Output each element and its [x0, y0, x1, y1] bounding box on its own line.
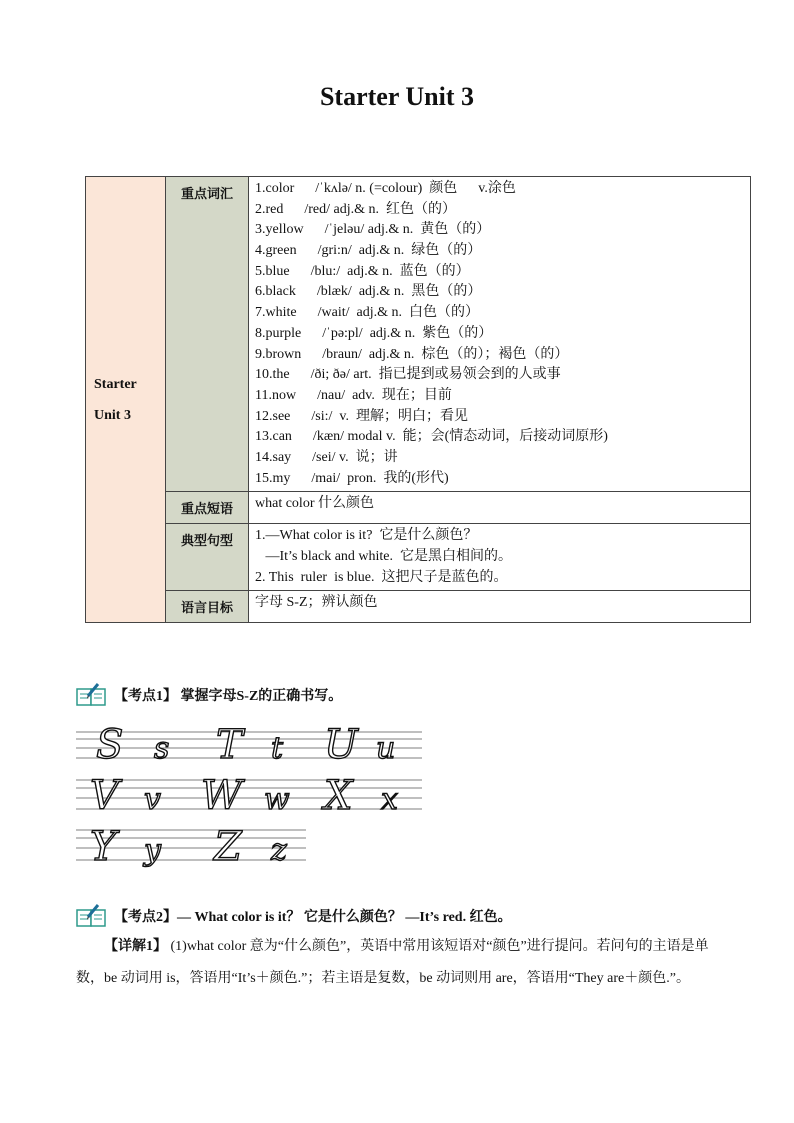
practice-letter: S [96, 726, 124, 768]
sentence-item: 2. This ruler is blue. 这把尺子是蓝色的。 [255, 569, 508, 585]
category-phrases: 重点短语 [166, 492, 249, 524]
vocab-item: 1.color /ˈkʌlə/ n. (=colour) 颜色 v.涂色 [255, 181, 516, 196]
practice-letter: U [324, 726, 358, 768]
category-vocab: 重点词汇 [166, 177, 249, 492]
vocab-item: 3.yellow /ˈjeləu/ adj.& n. 黄色（的） [255, 222, 491, 238]
phrase-text: what color 什么颜色 [255, 496, 374, 512]
detail-paragraph [76, 931, 724, 995]
kaodian-1-text: 【考点1】 掌握字母S-Z的正确书写。 [114, 689, 343, 704]
practice-letter: Y [90, 824, 117, 870]
practice-letter: z [271, 833, 287, 868]
vocab-item: 12.see /si:/ v. 理解；明白；看见 [255, 408, 468, 424]
vocab-list [255, 179, 744, 489]
kaodian-1-heading [76, 682, 342, 708]
vocab-item: 4.green /gri:n/ adj.& n. 绿色（的） [255, 243, 482, 259]
detail-label: 【详解1】 [104, 939, 167, 954]
vocab-item: 14.say /sei/ v. 说；讲 [255, 449, 398, 465]
open-book-icon [76, 903, 108, 929]
practice-letter: X [324, 773, 353, 819]
sentence-item: —It’s black and white. 它是黑白相间的。 [255, 549, 513, 565]
summary-table [85, 176, 751, 623]
vocab-item: 11.now /nau/ adv. 现在；目前 [255, 387, 452, 403]
goals-text: 字母 S-Z；辨认颜色 [255, 595, 378, 611]
practice-letter: u [376, 731, 396, 766]
unit-label-line-1: Starter [94, 376, 137, 392]
category-goals: 语言目标 [166, 591, 249, 623]
practice-letter: Z [214, 824, 242, 870]
vocab-item: 6.black /blæk/ adj.& n. 黑色（的） [255, 284, 482, 300]
practice-letter: T [216, 726, 243, 768]
practice-letter: v [144, 782, 161, 817]
letter-practice-image [76, 726, 426, 878]
sentences-cell [249, 524, 751, 591]
vocab-item: 2.red /red/ adj.& n. 红色（的） [255, 201, 457, 217]
unit-label-cell [86, 177, 166, 623]
kaodian-2-heading [76, 903, 512, 929]
page-title: Starter Unit 3 [319, 82, 475, 111]
vocab-item: 5.blue /blu:/ adj.& n. 蓝色（的） [255, 263, 470, 279]
sentence-item: 1.—What color is it? 它是什么颜色？ [255, 528, 478, 544]
vocab-item: 10.the /ði; ðə/ art. 指已提到或易领会到的人或事 [255, 367, 561, 383]
vocab-item: 7.white /wait/ adj.& n. 白色（的） [255, 305, 479, 321]
vocab-item: 13.can /kæn/ modal v. 能；会(情态动词，后接动词原形) [255, 429, 608, 445]
goals-cell [249, 591, 751, 623]
phrases-cell [249, 492, 751, 524]
practice-letter: W [201, 773, 243, 819]
category-sentences: 典型句型 [166, 524, 249, 591]
sentence-list [255, 526, 744, 588]
practice-letter: x [381, 782, 398, 817]
detail-text: (1)what color 意为“什么颜色”，英语中常用该短语对“颜色”进行提问。若问句的主语是单数，be 动词用 is，答语用“It’s＋颜色.”；若主语是复数，be 动词则用 are，答语用“They are＋颜色.”。 [76, 939, 709, 986]
vocab-item: 15.my /mai/ pron. 我的(形代) [255, 470, 449, 486]
kaodian-2-text: 【考点2】— What color is it？ 它是什么颜色？ —It’s red. 红色。 [114, 910, 512, 925]
vocab-item: 8.purple /ˈpə:pl/ adj.& n. 紫色（的） [255, 325, 493, 341]
practice-letter: V [90, 773, 119, 819]
unit-label-line-2: Unit 3 [94, 407, 131, 423]
practice-letter: s [154, 731, 170, 766]
vocab-cell [249, 177, 751, 492]
practice-letter: y [144, 833, 161, 868]
practice-letter: w [264, 782, 290, 817]
open-book-icon [76, 682, 108, 708]
practice-letter: t [271, 731, 284, 766]
vocab-item: 9.brown /braun/ adj.& n. 棕色（的）；褐色（的） [255, 346, 569, 362]
